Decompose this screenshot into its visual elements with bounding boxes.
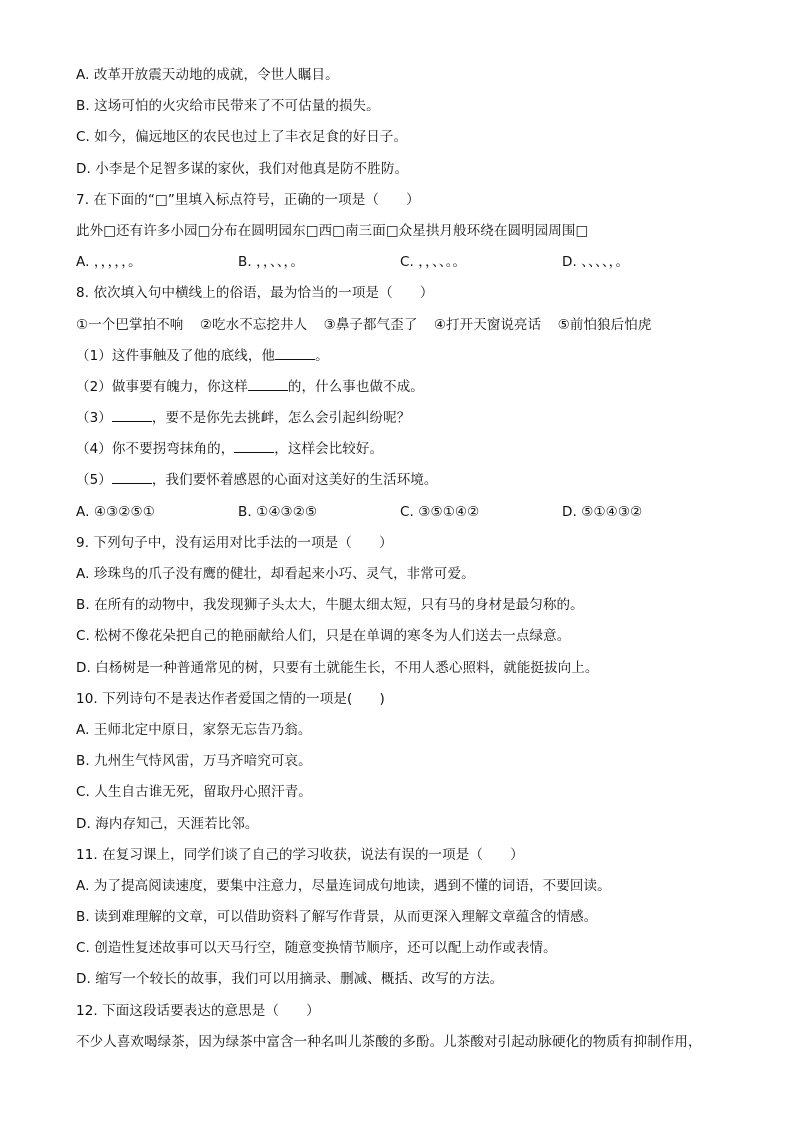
q8-proverbs	[76, 310, 736, 341]
fill-blank	[275, 347, 315, 360]
q7-option-a: A. ，，，，，。	[76, 254, 142, 271]
q6-option-b: B. 这场可怕的火灾给市民带来了不可估量的损失。	[76, 98, 380, 115]
q8-sentence-2: （2）做事要有魄力，你这样 的，什么事也做不成。	[76, 378, 424, 395]
q8-sentence-1: （1）这件事触及了他的底线，他 。	[76, 347, 329, 364]
q9-option-c: C. 松树不像花朵把自己的艳丽献给人们，只是在单调的寒冬为人们送去一点绿意。	[76, 628, 571, 645]
q9-option-b: B. 在所有的动物中，我发现狮子头太大，牛腿太细太短，只有马的身材是最匀称的。	[76, 597, 584, 614]
q6-option-c: C. 如今，偏远地区的农民也过上了丰衣足食的好日子。	[76, 129, 408, 146]
q9-option-a: A. 珍珠鸟的爪子没有鹰的健壮，却看起来小巧、灵气，非常可爱。	[76, 566, 475, 582]
q11-option-a: A. 为了提高阅读速度，要集中注意力，尽量连词成句地读，遇到不懂的词语，不要回读。	[76, 877, 611, 894]
q11-option-b: B. 读到难理解的文章，可以借助资料了解写作背景，从而更深入理解文章蕴含的情感。	[76, 909, 598, 926]
q12-stem: 12. 下面这段话要表达的意思是（ ）	[76, 1002, 320, 1019]
fill-blank	[248, 378, 288, 391]
q8-option-a: A. ④③②⑤①	[76, 503, 155, 520]
q11-stem: 11. 在复习课上，同学们谈了自己的学习收获，说法有误的一项是（ ）	[76, 846, 524, 863]
proverb-3: ③鼻子都气歪了	[323, 316, 418, 333]
q8-option-c: C. ③⑤①④②	[400, 503, 480, 520]
q10-stem: 10. 下列诗句不是表达作者爱国之情的一项是( )	[76, 690, 385, 707]
proverb-5: ⑤前怕狼后怕虎	[557, 316, 652, 333]
q8-stem: 8. 依次填入句中横线上的俗语，最为恰当的一项是（ ）	[76, 285, 434, 302]
fill-blank	[112, 409, 152, 422]
q10-option-d: D. 海内存知己，天涯若比邻。	[76, 815, 259, 832]
q8-options	[76, 497, 736, 528]
q8-option-b: B. ①④③②⑤	[238, 503, 318, 520]
q6-option-d: D. 小李是个足智多谋的家伙，我们对他真是防不胜防。	[76, 160, 409, 177]
q8-sentence-3: （3） ，要不是你先去挑衅，怎么会引起纠纷呢？	[76, 410, 411, 427]
q11-option-d: D. 缩写一个较长的故事，我们可以用摘录、删减、概括、改写的方法。	[76, 971, 504, 988]
fill-blank	[112, 471, 152, 484]
q7-option-c: C. ，，、、。。	[400, 254, 467, 271]
q9-stem: 9. 下列句子中，没有运用对比手法的一项是（ ）	[76, 534, 393, 551]
proverb-1: ①一个巴掌拍不响	[76, 316, 184, 333]
q8-sentence-4: （4）你不要拐弯抹角的， ，这样会比较好。	[76, 441, 384, 458]
proverb-4: ④打开天窗说亮话	[433, 316, 542, 333]
proverb-2: ②吃水不忘挖井人	[199, 316, 308, 333]
q7-option-b: B. ，，、、，。	[238, 254, 304, 271]
q10-option-a: A. 王师北定中原日，家祭无忘告乃翁。	[76, 721, 312, 738]
q10-option-c: C. 人生自古谁无死，留取丹心照汗青。	[76, 784, 312, 801]
q7-options	[76, 247, 736, 278]
q6-option-a: A. 改革开放震天动地的成就，令世人瞩目。	[76, 67, 339, 83]
q12-passage: 不少人喜欢喝绿茶，因为绿茶中富含一种名叫儿茶酸的多酚。儿茶酸对引起动脉硬化的物质有抑制作用，	[76, 1033, 702, 1050]
q7-stem: 7. 在下面的“□”里填入标点符号，正确的一项是（ ）	[76, 191, 420, 208]
fill-blank	[234, 440, 274, 453]
q8-sentence-5: （5） ，我们要怀着感恩的心面对这美好的生活环境。	[76, 472, 438, 489]
q7-option-d: D. 、、、、，。	[562, 254, 630, 271]
exam-page	[76, 60, 736, 1058]
q9-option-d: D. 白杨树是一种普通常见的树，只要有土就能生长，不用人悉心照料，就能挺拔向上。	[76, 659, 599, 676]
q10-option-b: B. 九州生气恃风雷，万马齐喑究可哀。	[76, 753, 312, 770]
q8-option-d: D. ⑤①④③②	[562, 503, 643, 520]
q7-sentence: 此外□还有许多小园□分布在圆明园东□西□南三面□众星拱月般环绕在圆明园周围□	[76, 222, 589, 239]
q11-option-c: C. 创造性复述故事可以天马行空，随意变换情节顺序，还可以配上动作或表情。	[76, 940, 557, 957]
